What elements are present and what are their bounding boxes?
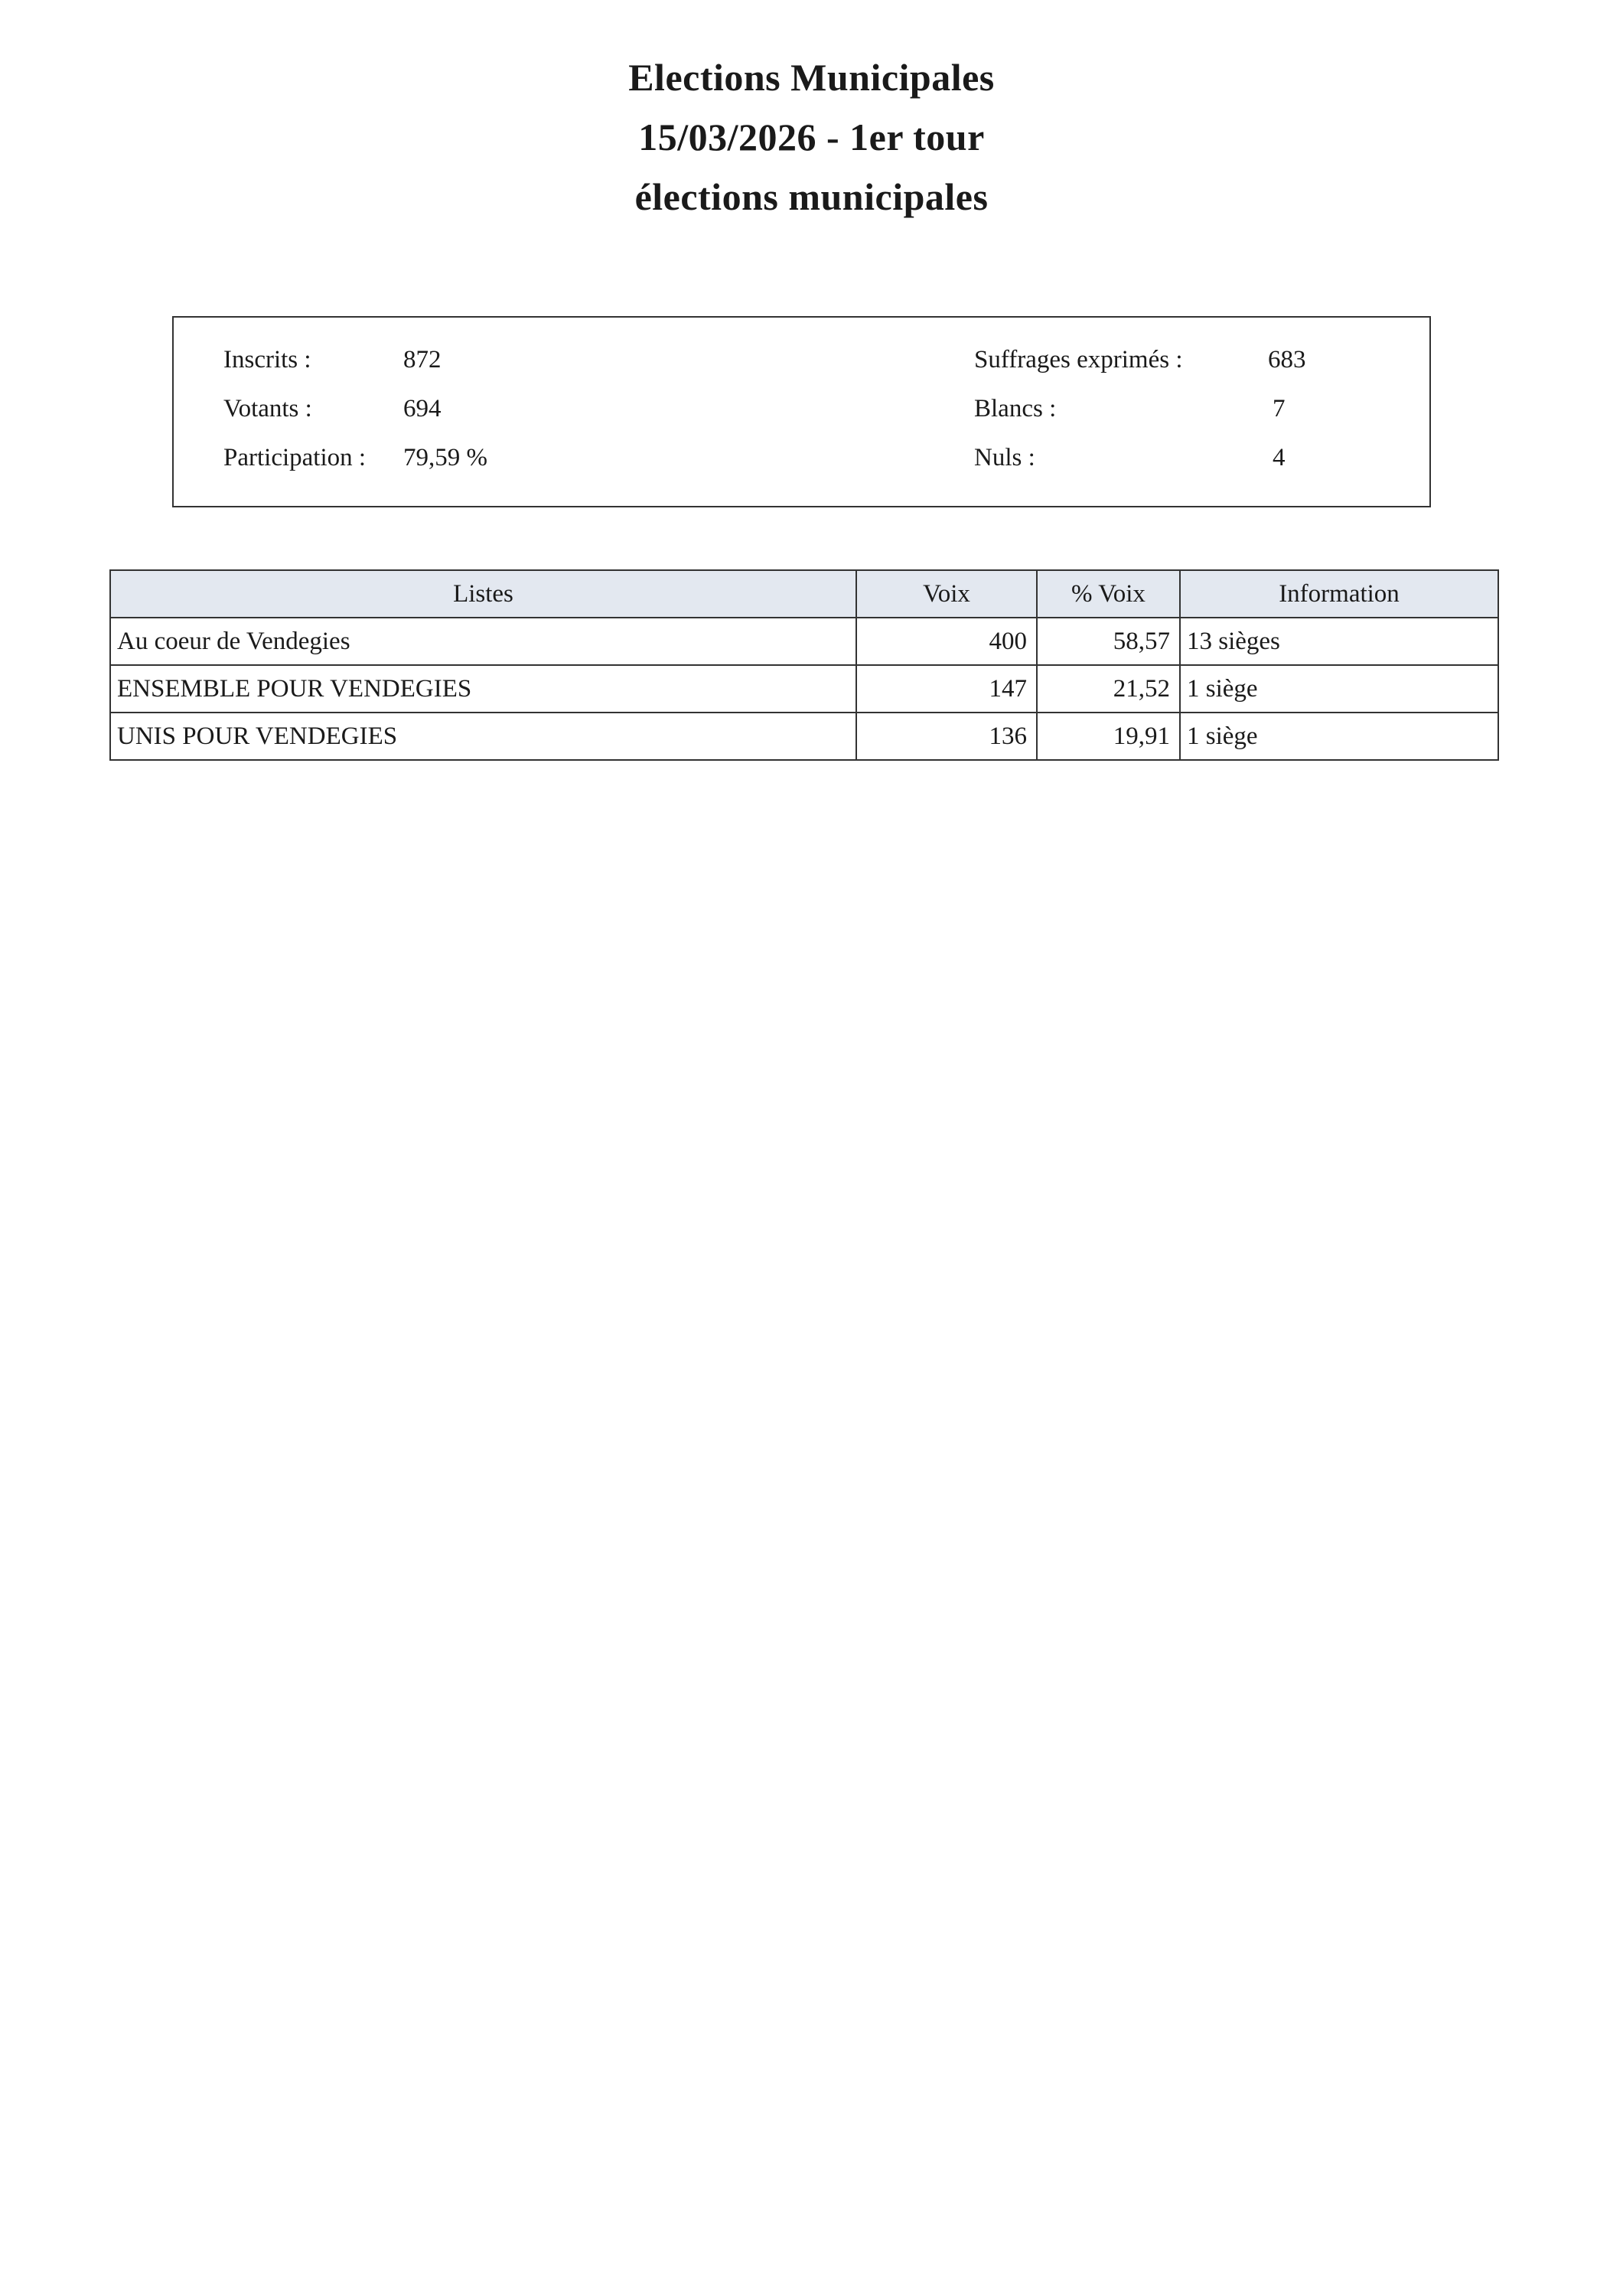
table-header-row [110,570,1498,618]
inscrits-label: Inscrits : [223,346,311,373]
votants-value: 694 [403,395,442,422]
row-info: 1 siège [1180,713,1498,760]
summary-stats-box [172,316,1431,507]
row-voix: 400 [856,618,1037,665]
nuls-value: 4 [1273,444,1286,471]
table-row [110,665,1498,713]
row-info: 1 siège [1180,665,1498,713]
inscrits-value: 872 [403,346,442,373]
header-pct-voix: % Voix [1037,570,1180,618]
title-election-type: élections municipales [634,175,989,218]
document-title [0,47,1623,227]
header-information: Information [1180,570,1498,618]
participation-value: 79,59 % [403,444,487,471]
blancs-label: Blancs : [974,395,1057,422]
row-pct: 19,91 [1037,713,1180,760]
row-info: 13 sièges [1180,618,1498,665]
row-voix: 136 [856,713,1037,760]
header-voix: Voix [856,570,1037,618]
blancs-value: 7 [1273,395,1286,422]
row-pct: 58,57 [1037,618,1180,665]
title-election-name: Elections Municipales [628,56,995,99]
title-date-round: 15/03/2026 - 1er tour [638,116,985,158]
row-liste: UNIS POUR VENDEGIES [110,713,856,760]
nuls-label: Nuls : [974,444,1035,471]
header-listes: Listes [110,570,856,618]
suffrages-label: Suffrages exprimés : [974,346,1183,373]
suffrages-value: 683 [1268,346,1306,373]
participation-label: Participation : [223,444,367,471]
row-liste: ENSEMBLE POUR VENDEGIES [110,665,856,713]
votants-label: Votants : [223,395,312,422]
row-liste: Au coeur de Vendegies [110,618,856,665]
row-voix: 147 [856,665,1037,713]
table-row [110,618,1498,665]
row-pct: 21,52 [1037,665,1180,713]
table-row [110,713,1498,760]
results-table [109,569,1499,761]
